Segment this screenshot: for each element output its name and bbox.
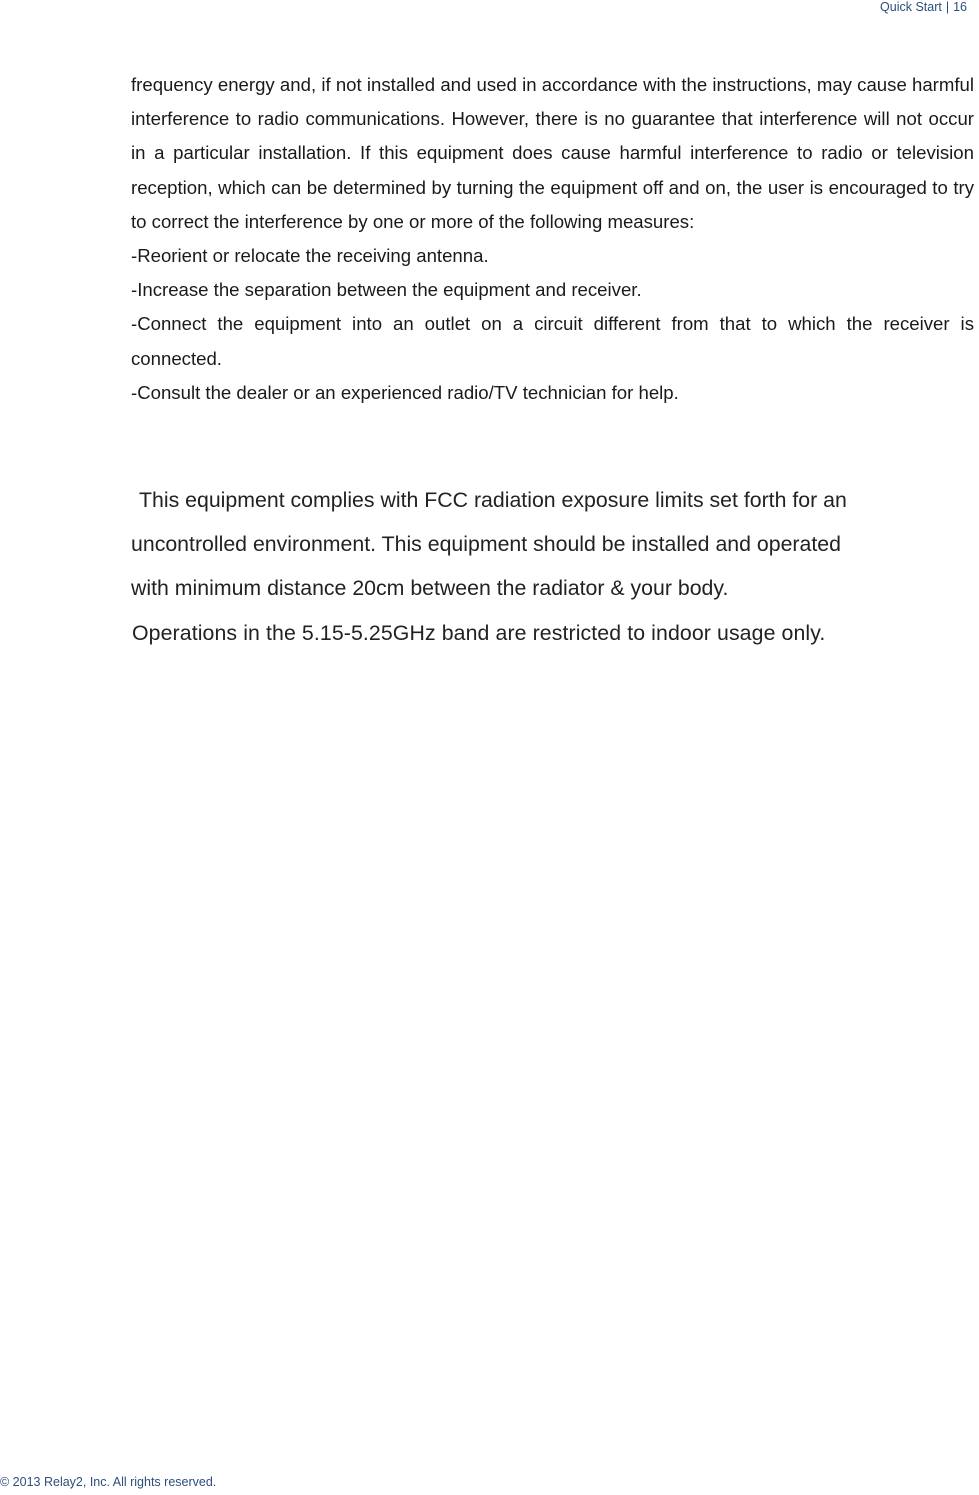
measure-item: -Increase the separation between the equipment and receiver. [131, 279, 642, 301]
measure-item: -Reorient or relocate the receiving antenna. [131, 245, 489, 267]
header-separator: | [945, 0, 950, 14]
fcc-statement-line: uncontrolled environment. This equipment should be installed and operated [131, 532, 841, 556]
page-footer [0, 1475, 216, 1489]
interference-text [131, 68, 974, 410]
fcc-statement-line: This equipment complies with FCC radiation exposure limits set forth for an [139, 488, 847, 512]
page-header [880, 0, 967, 14]
fcc-exposure-statement [131, 478, 971, 610]
measure-item: -Connect the equipment into an outlet on a circuit different from that to which the receiver is connected. [131, 313, 974, 369]
fcc-statement-line: with minimum distance 20cm between the radiator & your body. [131, 576, 729, 600]
page-number: 16 [953, 0, 967, 14]
measure-item: -Consult the dealer or an experienced radio/TV technician for help. [131, 381, 679, 403]
operations-note: Operations in the 5.15-5.25GHz band are restricted to indoor usage only. [132, 621, 826, 645]
copyright-text: © 2013 Relay2, Inc. All rights reserved. [0, 1475, 217, 1489]
interference-paragraph: frequency energy and, if not installed and used in accordance with the instructions, may cause harmful interference to radio communications. However, there is no guarantee that interference will not occur in a particular installation. If this equipment does cause harmful interference to radio or television reception, which can be determined by turning the equipment off and on, the user is encouraged to try to correct the interference by one or more of the following measures: [131, 74, 974, 232]
header-section-title: Quick Start [880, 0, 942, 14]
